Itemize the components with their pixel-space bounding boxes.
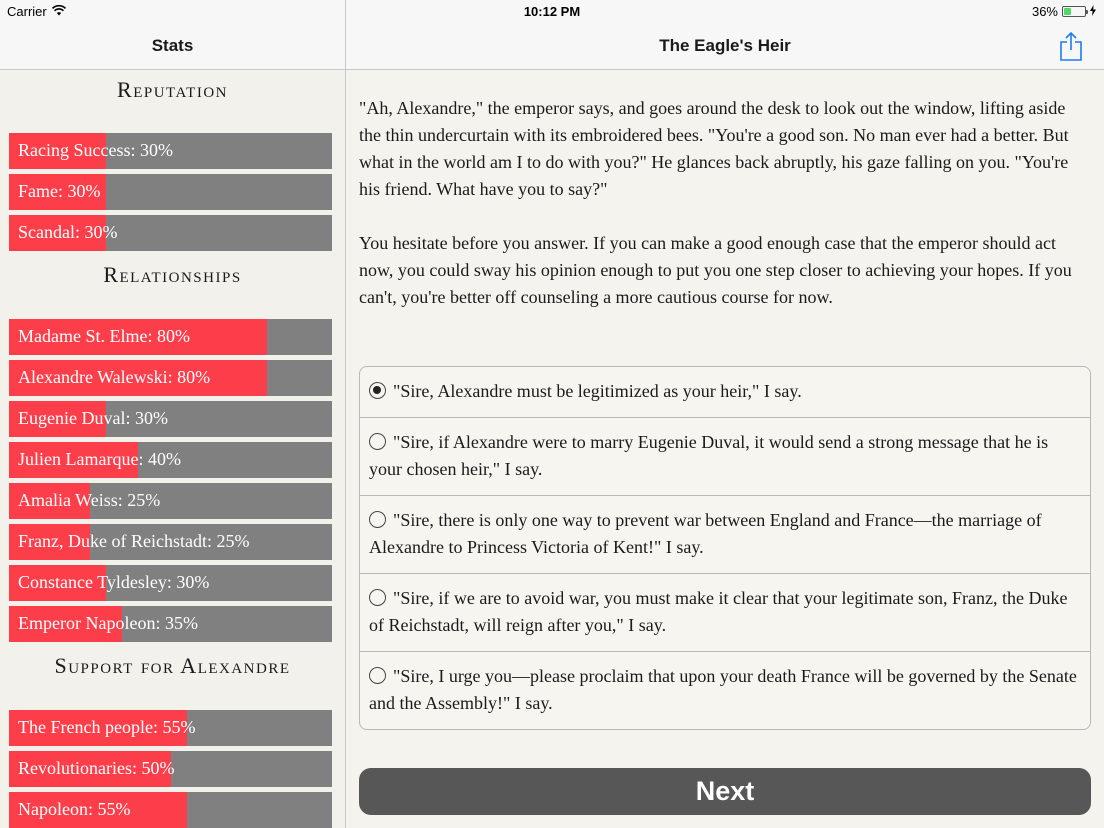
stat-bar [9, 360, 332, 396]
stat-bar [9, 174, 332, 210]
stat-bar-label: Amalia Weiss: 25% [18, 490, 161, 510]
story-paragraph-1: "Ah, Alexandre," the emperor says, and goes around the desk to look out the window, lifting aside the thin undercurtain with its embroidered bees. "You're a good son. No man ever had a better. But what in the world am I to do with you?" He glances back abruptly, his gaze falling on you. "You're his friend. What have you to say?" [359, 98, 1069, 199]
stat-bar [9, 401, 332, 437]
stats-section [0, 71, 345, 251]
share-button[interactable] [1056, 30, 1086, 62]
choice-text: "Sire, if Alexandre were to marry Eugenie Duval, it would send a strong message that he is your chosen heir," I say. [369, 432, 1049, 479]
stat-bar-label: Napoleon: 55% [18, 799, 131, 819]
story-paragraph-2: You hesitate before you answer. If you can make a good enough case that the emperor should act now, you could sway his opinion enough to put you one step closer to achieving your hopes. If you can't, you're better off counseling a more cautious course for now. [359, 233, 1072, 307]
radio-icon[interactable] [369, 589, 386, 606]
choice-option[interactable] [360, 573, 1090, 651]
stat-bar-label: Fame: 30% [18, 181, 101, 201]
next-button[interactable]: Next [359, 768, 1091, 815]
choice-text: "Sire, I urge you—please proclaim that upon your death France will be governed by the Senate and the Assembly!" I say. [369, 666, 1077, 713]
battery-percent: 36% [1031, 4, 1058, 19]
choice-option[interactable] [360, 651, 1090, 729]
stat-bar [9, 710, 332, 746]
stat-bar-label: Constance Tyldesley: 30% [18, 572, 210, 592]
stat-bar [9, 319, 332, 355]
radio-icon[interactable] [369, 511, 386, 528]
section-title: Reputation [117, 77, 228, 102]
stat-bar [9, 606, 332, 642]
stat-bar [9, 751, 332, 787]
stat-bar-label: Revolutionaries: 50% [18, 758, 175, 778]
stat-bar-label: The French people: 55% [18, 717, 196, 737]
choice-option[interactable] [360, 367, 1090, 417]
battery-fill [1064, 8, 1071, 15]
stats-section [0, 256, 345, 642]
choice-list [359, 366, 1091, 730]
stat-bar [9, 215, 332, 251]
radio-selected-icon[interactable] [369, 382, 386, 399]
stats-section [0, 647, 345, 828]
status-right [1032, 4, 1096, 19]
stat-bar-label: Franz, Duke of Reichstadt: 25% [18, 531, 250, 551]
stat-bar-label: Eugenie Duval: 30% [18, 408, 168, 428]
status-bar [0, 0, 1104, 24]
battery-icon [1062, 6, 1086, 17]
choice-text: "Sire, if we are to avoid war, you must make it clear that your legitimate son, Franz, the Duke of Reichstadt, will reign after you," I say. [369, 588, 1068, 635]
stat-bar-label: Julien Lamarque: 40% [18, 449, 181, 469]
stats-nav-bar [0, 24, 345, 70]
choice-option[interactable] [360, 495, 1090, 573]
section-title: Relationships [103, 262, 242, 287]
share-icon [1056, 30, 1086, 62]
radio-icon[interactable] [369, 667, 386, 684]
status-time: 10:12 PM [523, 4, 581, 19]
charging-icon [1090, 4, 1096, 19]
stat-bar-label: Emperor Napoleon: 35% [18, 613, 198, 633]
stat-bar [9, 792, 332, 828]
stat-bar-label: Scandal: 30% [18, 222, 118, 242]
story-panel [346, 71, 1104, 828]
choice-text: "Sire, there is only one way to prevent war between England and France—the marriage of Alexandre to Princess Victoria of Kent!" I say. [369, 510, 1042, 557]
stat-bar [9, 483, 332, 519]
stat-bar-label: Racing Success: 30% [18, 140, 173, 160]
stat-bar-label: Madame St. Elme: 80% [18, 326, 190, 346]
radio-icon[interactable] [369, 433, 386, 450]
stat-bar [9, 133, 332, 169]
stats-panel[interactable] [0, 71, 345, 828]
stat-bar [9, 524, 332, 560]
stats-nav-title: Stats [151, 36, 194, 55]
stat-bar [9, 565, 332, 601]
story-nav-title: The Eagle's Heir [659, 36, 791, 55]
stat-bar [9, 442, 332, 478]
carrier-label: Carrier [7, 4, 47, 19]
stat-bar-label: Alexandre Walewski: 80% [18, 367, 211, 387]
choice-text: "Sire, Alexandre must be legitimized as your heir," I say. [393, 381, 802, 401]
story-nav-bar [346, 24, 1104, 70]
choice-option[interactable] [360, 417, 1090, 495]
section-title: Support for Alexandre [54, 653, 291, 678]
